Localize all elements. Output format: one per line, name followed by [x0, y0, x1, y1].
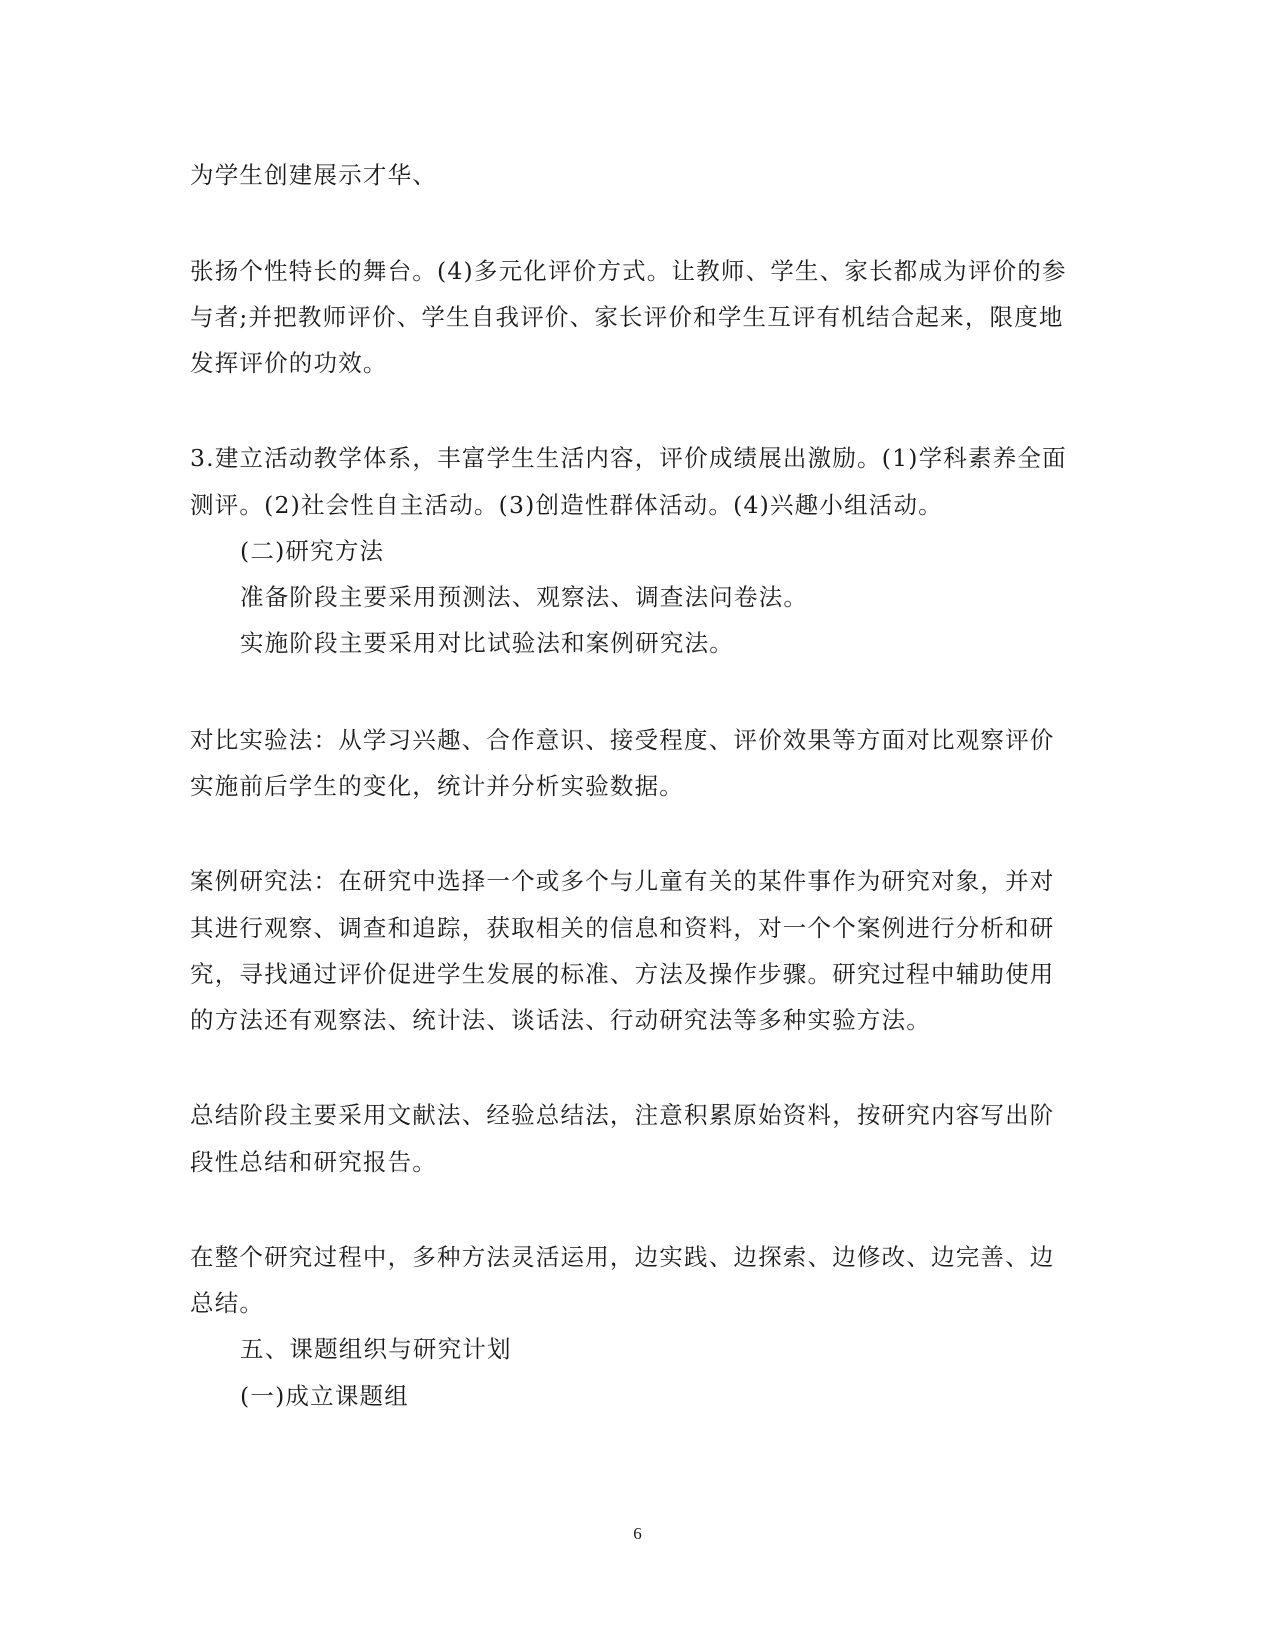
- text-line: 总结阶段主要采用文献法、经验总结法，注意积累原始资料，按研究内容写出阶: [190, 1101, 1055, 1129]
- text-line: 对比实验法：从学习兴趣、合作意识、接受程度、评价效果等方面对比观察评价: [190, 726, 1055, 754]
- text-line: 案例研究法：在研究中选择一个或多个与儿童有关的某件事作为研究对象，并对: [190, 867, 1055, 895]
- text-line: 测评。(2)社会性自主活动。(3)创造性群体活动。(4)兴趣小组活动。: [190, 491, 943, 519]
- text-line: 发挥评价的功效。: [190, 349, 388, 377]
- text-line: 准备阶段主要采用预测法、观察法、调查法问卷法。: [240, 583, 809, 611]
- text-line: 究，寻找通过评价促进学生发展的标准、方法及操作步骤。研究过程中辅助使用: [190, 960, 1055, 988]
- page-number: 6: [633, 1524, 642, 1543]
- text-line: 为学生创建展示才华、: [190, 161, 437, 189]
- text-line: 实施前后学生的变化，统计并分析实验数据。: [190, 772, 684, 800]
- section-heading: (二)研究方法: [240, 537, 385, 565]
- text-line: 3.建立活动教学体系，丰富学生生活内容，评价成绩展出激励。(1)学科素养全面: [190, 444, 1067, 472]
- text-line: 与者;并把教师评价、学生自我评价、家长评价和学生互评有机结合起来，限度地: [190, 303, 1064, 331]
- text-line: 张扬个性特长的舞台。(4)多元化评价方式。让教师、学生、家长都成为评价的参: [190, 257, 1067, 285]
- section-heading: 五、课题组织与研究计划: [240, 1335, 512, 1363]
- text-line: 总结。: [190, 1289, 265, 1317]
- text-line: 段性总结和研究报告。: [190, 1148, 437, 1176]
- text-line: 的方法还有观察法、统计法、谈话法、行动研究法等多种实验方法。: [190, 1006, 931, 1034]
- subsection-heading: (一)成立课题组: [240, 1382, 409, 1410]
- text-line: 其进行观察、调查和追踪，获取相关的信息和资料，对一个个案例进行分析和研: [190, 914, 1055, 942]
- text-line: 在整个研究过程中，多种方法灵活运用，边实践、边探索、边修改、边完善、边: [190, 1243, 1055, 1271]
- text-line: 实施阶段主要采用对比试验法和案例研究法。: [240, 629, 734, 657]
